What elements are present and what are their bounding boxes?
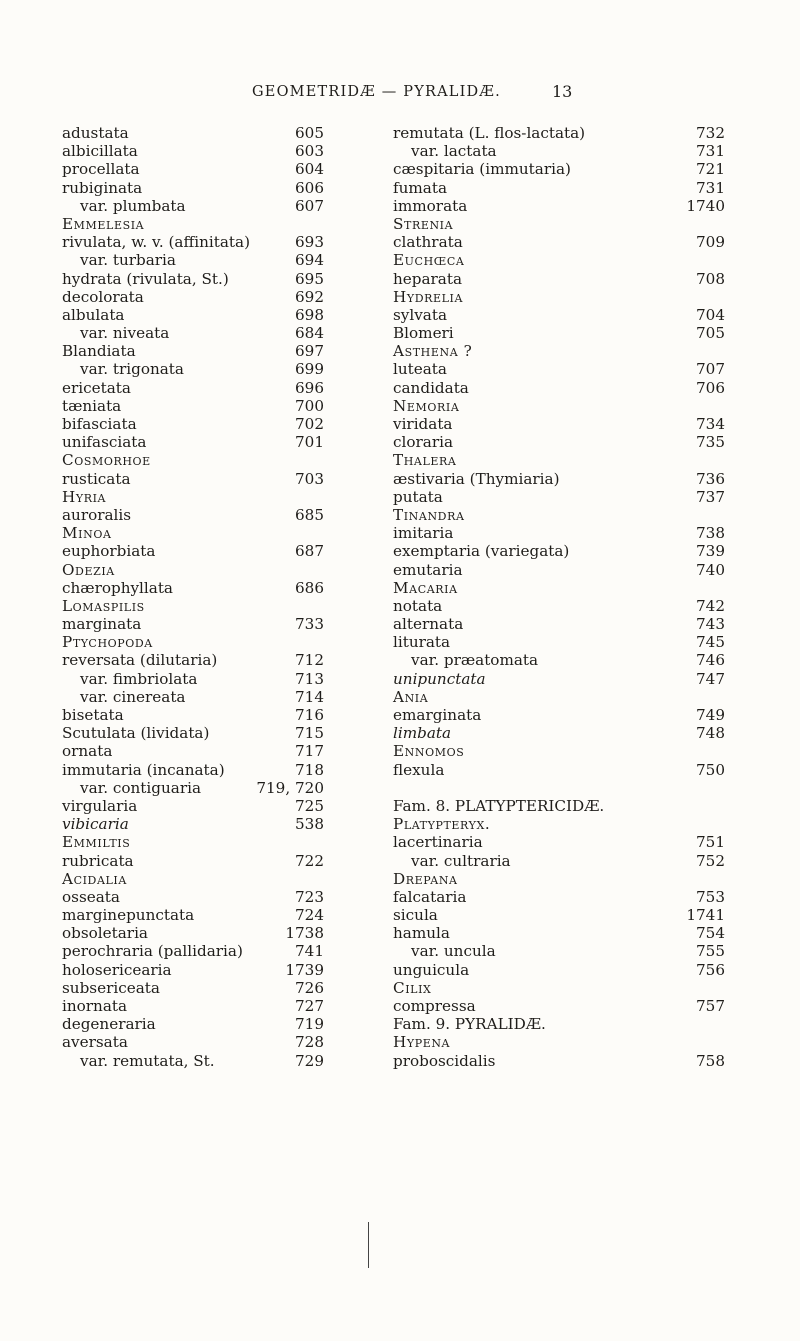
species-entry: [62, 997, 324, 1015]
entry-number: 699: [295, 360, 324, 379]
entry-number: 726: [295, 978, 324, 997]
entry-name: imitaria: [393, 524, 454, 543]
species-entry: [62, 815, 324, 833]
entry-name: var. contiguaria: [80, 778, 202, 797]
entry-number: 1740: [686, 196, 725, 215]
entry-number: 728: [295, 1033, 324, 1052]
entry-number: 750: [696, 760, 725, 779]
entry-name: cloraria: [393, 433, 453, 452]
species-entry: [393, 852, 725, 870]
entry-name: cæspitaria (immutaria): [393, 160, 571, 179]
entry-name: emutaria: [393, 560, 463, 579]
entry-name: hamula: [393, 924, 450, 943]
species-entry: [393, 197, 725, 215]
entry-name: rivulata, w. v. (affinitata): [62, 233, 250, 252]
entry-name: luteata: [393, 360, 447, 379]
species-entry: [393, 470, 725, 488]
entry-number: 746: [696, 651, 725, 670]
species-entry: [62, 688, 324, 706]
entry-number: 606: [295, 178, 324, 197]
entry-name: var. turbaria: [80, 251, 176, 270]
entry-name: Drepana: [393, 869, 458, 888]
entry-number: 718: [295, 760, 324, 779]
entry-number: 687: [295, 542, 324, 561]
entry-number: 724: [295, 906, 324, 925]
entry-number: 717: [295, 742, 324, 761]
entry-number: 713: [295, 669, 324, 688]
genus-heading: [393, 979, 725, 997]
species-entry: [62, 542, 324, 560]
entry-number: 735: [696, 433, 725, 452]
entry-number: 745: [696, 633, 725, 652]
entry-name: candidata: [393, 378, 469, 397]
species-entry: [62, 197, 324, 215]
entry-number: 731: [696, 142, 725, 161]
entry-number: 707: [696, 360, 725, 379]
genus-heading: [393, 397, 725, 415]
entry-name: albicillata: [62, 142, 138, 161]
species-entry: [393, 833, 725, 851]
entry-number: 739: [696, 542, 725, 561]
entry-name: heparata: [393, 269, 463, 288]
entry-name: Odezia: [62, 560, 115, 579]
entry-name: Hyria: [62, 487, 107, 506]
entry-number: 740: [696, 560, 725, 579]
entry-name: reversata (dilutaria): [62, 651, 218, 670]
species-entry: [62, 379, 324, 397]
entry-name: proboscidalis: [393, 1051, 496, 1070]
entry-number: 702: [295, 415, 324, 433]
entry-name: falcataria: [393, 887, 467, 906]
entry-name: Hypena: [393, 1033, 451, 1052]
entry-name: unipunctata: [393, 669, 486, 688]
entry-number: 1741: [686, 906, 725, 925]
entry-name: Tinandra: [393, 505, 465, 524]
entry-name: sylvata: [393, 305, 448, 324]
entry-name: euphorbiata: [62, 542, 156, 561]
entry-number: 716: [295, 706, 324, 724]
entry-name: Nemoria: [393, 396, 460, 415]
entry-number: 719: [295, 1015, 324, 1034]
entry-name: emarginata: [393, 706, 482, 724]
genus-heading: [393, 251, 725, 269]
species-entry: [393, 270, 725, 288]
entry-name: var. trigonata: [80, 360, 184, 379]
species-entry: [393, 651, 725, 669]
entry-name: var. uncula: [411, 942, 496, 961]
entry-name: immorata: [393, 196, 468, 215]
entry-number: 695: [295, 269, 324, 288]
entry-name: fumata: [393, 178, 448, 197]
entry-name: alternata: [393, 615, 464, 634]
entry-name: degeneraria: [62, 1015, 156, 1034]
entry-name: Cosmorhoe: [62, 451, 151, 470]
species-entry: [393, 597, 725, 615]
page-header: [0, 84, 800, 110]
entry-name: Platypteryx.: [393, 815, 491, 834]
entry-number: 757: [696, 997, 725, 1015]
genus-heading: [393, 870, 725, 888]
species-entry: [62, 470, 324, 488]
entry-number: 715: [295, 724, 324, 743]
species-entry: [62, 1015, 324, 1033]
entry-number: 747: [696, 669, 725, 688]
entry-number: 729: [295, 1051, 324, 1070]
entry-name: putata: [393, 487, 443, 506]
family-heading: [393, 1015, 725, 1033]
entry-name: inornata: [62, 997, 128, 1015]
entry-number: 706: [696, 378, 725, 397]
species-entry: [62, 852, 324, 870]
species-entry: [62, 761, 324, 779]
species-entry: [62, 288, 324, 306]
entry-name: var. cinereata: [80, 687, 186, 706]
species-entry: [62, 906, 324, 924]
entry-name: immutaria (incanata): [62, 760, 225, 779]
genus-heading: [62, 833, 324, 851]
entry-number: 708: [696, 269, 725, 288]
entry-name: Lomaspilis: [62, 596, 145, 615]
entry-name: Ennomos: [393, 742, 465, 761]
spacer: [393, 779, 725, 797]
species-entry: [62, 924, 324, 942]
entry-name: Macaria: [393, 578, 458, 597]
species-entry: [393, 542, 725, 560]
entry-number: 698: [295, 305, 324, 324]
entry-number: 722: [295, 851, 324, 870]
genus-heading: [393, 288, 725, 306]
entry-number: 697: [295, 342, 324, 361]
entry-number: 742: [696, 596, 725, 615]
species-entry: [393, 561, 725, 579]
entry-name: ericetata: [62, 378, 131, 397]
entry-number: 752: [696, 851, 725, 870]
entry-name: remutata (L. flos-lactata): [393, 124, 586, 142]
entry-number: 738: [696, 524, 725, 543]
entry-number: 607: [295, 196, 324, 215]
entry-name: Fam. 8. PLATYPTERICIDÆ.: [393, 796, 605, 815]
entry-number: 692: [295, 287, 324, 306]
entry-name: osseata: [62, 887, 120, 906]
entry-name: Thalera: [393, 451, 457, 470]
entry-name: aversata: [62, 1033, 128, 1052]
entry-name: Euchœca: [393, 251, 465, 270]
genus-heading: [62, 215, 324, 233]
entry-number: 753: [696, 887, 725, 906]
species-entry: [393, 706, 725, 724]
genus-heading: [393, 215, 725, 233]
species-entry: [62, 651, 324, 669]
entry-name: marginata: [62, 615, 142, 634]
entry-number: 721: [696, 160, 725, 179]
entry-name: rusticata: [62, 469, 131, 488]
entry-number: 705: [696, 324, 725, 343]
entry-name: holosericearia: [62, 960, 172, 979]
entry-number: 733: [295, 615, 324, 634]
species-entry: [62, 360, 324, 378]
entry-number: 758: [696, 1051, 725, 1070]
entry-number: 751: [696, 833, 725, 852]
species-entry: [393, 179, 725, 197]
species-entry: [393, 633, 725, 651]
species-entry: [393, 724, 725, 742]
genus-heading: [393, 579, 725, 597]
entry-number: 686: [295, 578, 324, 597]
entry-name: perochraria (pallidaria): [62, 942, 243, 961]
entry-name: lacertinaria: [393, 833, 483, 852]
entry-name: hydrata (rivulata, St.): [62, 269, 229, 288]
entry-number: 684: [295, 324, 324, 343]
species-entry: [62, 142, 324, 160]
species-entry: [62, 706, 324, 724]
entry-number: 701: [295, 433, 324, 452]
entry-name: marginepunctata: [62, 906, 195, 925]
entry-number: 731: [696, 178, 725, 197]
entry-number: 734: [696, 415, 725, 433]
entry-name: sicula: [393, 906, 438, 925]
species-entry: [393, 906, 725, 924]
entry-number: 703: [295, 469, 324, 488]
species-entry: [62, 724, 324, 742]
entry-name: decolorata: [62, 287, 144, 306]
species-entry: [393, 997, 725, 1015]
entry-name: Acidalia: [62, 869, 127, 888]
entry-name: compressa: [393, 997, 476, 1015]
entry-number: 732: [696, 124, 725, 142]
species-entry: [62, 506, 324, 524]
species-entry: [393, 379, 725, 397]
species-entry: [62, 942, 324, 960]
entry-number: 604: [295, 160, 324, 179]
genus-heading: [62, 451, 324, 469]
species-entry: [62, 670, 324, 688]
entry-number: 712: [295, 651, 324, 670]
column-divider: [368, 1222, 369, 1268]
entry-name: Ptychopoda: [62, 633, 153, 652]
entry-name: Ania: [393, 687, 429, 706]
species-entry: [62, 179, 324, 197]
entry-name: tæniata: [62, 396, 122, 415]
species-entry: [62, 742, 324, 760]
genus-heading: [62, 524, 324, 542]
species-entry: [393, 324, 725, 342]
entry-name: albulata: [62, 305, 125, 324]
entry-name: viridata: [393, 415, 453, 433]
entry-number: 727: [295, 997, 324, 1015]
entry-name: chærophyllata: [62, 578, 173, 597]
entry-number: 749: [696, 706, 725, 724]
entry-name: rubiginata: [62, 178, 143, 197]
entry-name: var. præatomata: [411, 651, 539, 670]
species-entry: [393, 488, 725, 506]
genus-heading: [62, 597, 324, 615]
entry-number: 1739: [285, 960, 324, 979]
entry-name: exemptaria (variegata): [393, 542, 570, 561]
species-entry: [62, 270, 324, 288]
species-entry: [393, 433, 725, 451]
entry-name: Strenia: [393, 214, 454, 233]
species-entry: [62, 615, 324, 633]
entry-number: 1738: [285, 924, 324, 943]
entry-number: 736: [696, 469, 725, 488]
entry-number: 685: [295, 505, 324, 524]
species-entry: [393, 524, 725, 542]
species-entry: [62, 779, 324, 797]
entry-name: subsericeata: [62, 978, 160, 997]
entry-name: Blomeri: [393, 324, 454, 343]
entry-name: Emmelesia: [62, 214, 145, 233]
entry-name: vibicaria: [62, 815, 129, 834]
entry-name: Hydrelia: [393, 287, 464, 306]
entry-name: flexula: [393, 760, 445, 779]
entry-name: var. fimbriolata: [80, 669, 198, 688]
genus-heading: [62, 633, 324, 651]
species-entry: [62, 397, 324, 415]
entry-name: ornata: [62, 742, 113, 761]
species-entry: [393, 924, 725, 942]
entry-number: 693: [295, 233, 324, 252]
entry-name: Asthena ?: [393, 342, 473, 361]
entry-number: 755: [696, 942, 725, 961]
entry-name: clathrata: [393, 233, 463, 252]
entry-name: limbata: [393, 724, 452, 743]
species-entry: [393, 670, 725, 688]
entry-name: var. remutata, St.: [80, 1051, 215, 1070]
entry-name: Emmiltis: [62, 833, 131, 852]
species-entry: [393, 415, 725, 433]
entry-number: 696: [295, 378, 324, 397]
entry-number: 605: [295, 124, 324, 142]
genus-heading: [62, 488, 324, 506]
genus-heading: [62, 870, 324, 888]
species-entry: [62, 251, 324, 269]
entry-name: Blandiata: [62, 342, 136, 361]
entry-number: 748: [696, 724, 725, 743]
page-number: 13: [552, 82, 573, 101]
genus-heading: [393, 815, 725, 833]
species-entry: [62, 124, 324, 142]
species-entry: [393, 1052, 725, 1070]
entry-name: Fam. 9. PYRALIDÆ.: [393, 1015, 546, 1034]
species-entry: [62, 160, 324, 178]
species-entry: [393, 124, 725, 142]
genus-heading: [62, 561, 324, 579]
species-entry: [62, 961, 324, 979]
entry-number: 723: [295, 887, 324, 906]
running-head: GEOMETRIDÆ — PYRALIDÆ.: [252, 84, 501, 100]
entry-name: var. plumbata: [80, 196, 186, 215]
entry-name: obsoletaria: [62, 924, 148, 943]
species-entry: [62, 324, 324, 342]
entry-name: unguicula: [393, 960, 470, 979]
entry-number: 694: [295, 251, 324, 270]
entry-name: adustata: [62, 124, 129, 142]
species-entry: [393, 160, 725, 178]
entry-name: bisetata: [62, 706, 124, 724]
entry-name: Scutulata (lividata): [62, 724, 210, 743]
species-entry: [393, 360, 725, 378]
genus-heading: [393, 688, 725, 706]
entry-number: 700: [295, 396, 324, 415]
species-entry: [393, 306, 725, 324]
species-entry: [393, 615, 725, 633]
entry-name: Cilix: [393, 978, 432, 997]
entry-name: var. cultraria: [411, 851, 511, 870]
left-index-column: [62, 124, 324, 1070]
species-entry: [62, 797, 324, 815]
entry-name: liturata: [393, 633, 451, 652]
entry-number: 709: [696, 233, 725, 252]
species-entry: [62, 342, 324, 360]
species-entry: [62, 233, 324, 251]
species-entry: [393, 942, 725, 960]
entry-name: rubricata: [62, 851, 134, 870]
entry-name: bifasciata: [62, 415, 137, 433]
entry-number: 741: [295, 942, 324, 961]
entry-name: notata: [393, 596, 443, 615]
entry-number: 743: [696, 615, 725, 634]
entry-name: procellata: [62, 160, 140, 179]
entry-number: 714: [295, 687, 324, 706]
species-entry: [62, 979, 324, 997]
genus-heading: [393, 742, 725, 760]
family-heading: [393, 797, 725, 815]
species-entry: [62, 1052, 324, 1070]
entry-number: 538: [295, 815, 324, 834]
species-entry: [62, 888, 324, 906]
entry-name: æstivaria (Thymiaria): [393, 469, 560, 488]
genus-heading: [393, 506, 725, 524]
entry-number: 603: [295, 142, 324, 161]
entry-number: 725: [295, 796, 324, 815]
species-entry: [393, 142, 725, 160]
entry-name: virgularia: [62, 796, 138, 815]
species-entry: [62, 415, 324, 433]
entry-number: 704: [696, 305, 725, 324]
species-entry: [393, 961, 725, 979]
species-entry: [62, 306, 324, 324]
entry-number: 737: [696, 487, 725, 506]
entry-name: Minoa: [62, 524, 112, 543]
entry-name: var. niveata: [80, 324, 170, 343]
right-index-column: [393, 124, 725, 1070]
entry-number: 719, 720: [256, 778, 324, 797]
species-entry: [62, 1033, 324, 1051]
entry-name: var. lactata: [411, 142, 497, 161]
species-entry: [62, 579, 324, 597]
genus-heading: [393, 342, 725, 360]
entry-name: unifasciata: [62, 433, 147, 452]
genus-heading: [393, 1033, 725, 1051]
entry-name: auroralis: [62, 505, 132, 524]
entry-number: 756: [696, 960, 725, 979]
entry-number: 754: [696, 924, 725, 943]
genus-heading: [393, 451, 725, 469]
species-entry: [62, 433, 324, 451]
species-entry: [393, 233, 725, 251]
species-entry: [393, 888, 725, 906]
species-entry: [393, 761, 725, 779]
